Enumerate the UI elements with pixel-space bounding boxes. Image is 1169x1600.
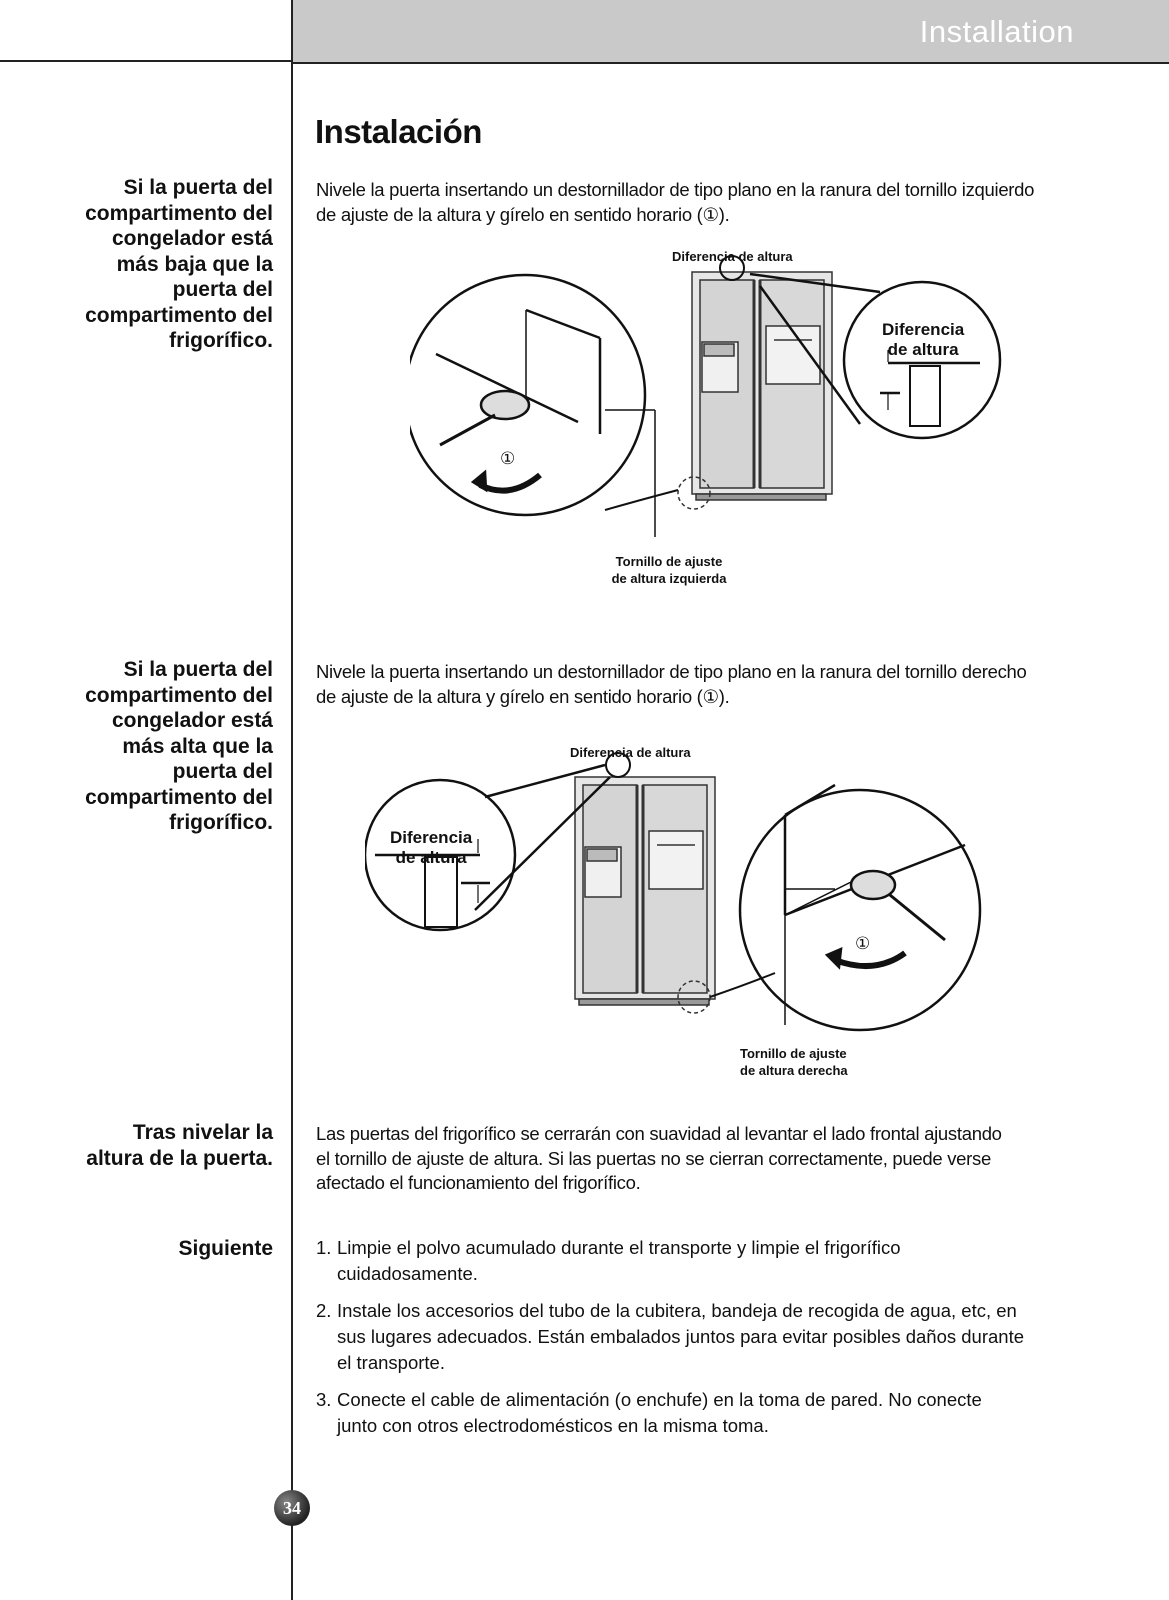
fridge-illustration-2: [575, 777, 715, 1013]
figure-2-screw-label: Tornillo de ajuste de altura derecha: [740, 1046, 848, 1078]
figure-1-callout-label: Diferencia de altura: [882, 320, 965, 359]
figure-1-screw-label: Tornillo de ajuste de altura izquierda: [611, 554, 727, 586]
fridge-illustration: [678, 272, 832, 509]
figure-2-step-marker: ①: [855, 934, 871, 954]
section-1-text: Nivele la puerta insertando un destornillador de tipo plano en la ranura del tornillo izquierdo de ajuste de la altura y gírelo en sentido horario (①).: [316, 179, 1035, 225]
section-title: Installation: [919, 14, 1074, 49]
section-1-heading: Si la puerta del compartimento del congelador está más baja que la puerta del compartimento del frigorífico.: [85, 176, 273, 352]
header-band: [292, 0, 1169, 64]
list-item: 3. Conecte el cable de alimentación (o enchufe) en la toma de pared. No conecte junto con otros electrodomésticos en la misma toma.: [316, 1389, 982, 1436]
figure-2-diagram: [365, 735, 995, 1075]
section-2-text: Nivele la puerta insertando un destornillador de tipo plano en la ranura del tornillo derecho de ajuste de la altura y gírelo en sentido horario (①).: [316, 661, 1027, 707]
list-item: 2. Instale los accesorios del tubo de la cubitera, bandeja de recogida de agua, etc, en sus lugares adecuados. Están embalados juntos para evitar posibles daños durante el transporte.: [316, 1300, 1024, 1373]
figure-1-step-marker: ①: [500, 449, 516, 469]
next-steps-list: [316, 1235, 1076, 1450]
left-callout-circle: [410, 275, 678, 537]
section-2-heading: Si la puerta del compartimento del congelador está más alta que la puerta del compartimento del frigorífico.: [85, 658, 273, 834]
column-divider: [291, 0, 293, 1600]
figure-1-top-label: Diferencia de altura: [672, 249, 793, 264]
section-3-text: Las puertas del frigorífico se cerrarán con suavidad al levantar el lado frontal ajustando el tornillo de ajuste de altura. Si las puertas no se cierran correctamente, puede verse afectado el funcionamiento del frigorífico.: [316, 1123, 1002, 1193]
figure-2-callout-label: Diferencia de altura: [390, 828, 473, 867]
page-number: 34: [274, 1490, 310, 1526]
header-rule-left: [0, 60, 292, 62]
section-3-heading: Tras nivelar la altura de la puerta.: [86, 1121, 273, 1170]
right-callout-circle-2: [710, 785, 980, 1030]
figure-2-top-label: Diferencia de altura: [570, 745, 691, 760]
page-title: Instalación: [315, 113, 482, 150]
figure-1-diagram: [410, 250, 1030, 600]
section-4-heading: Siguiente: [178, 1237, 273, 1260]
list-item: 1. Limpie el polvo acumulado durante el transporte y limpie el frigorífico cuidadosamente.: [316, 1237, 901, 1284]
